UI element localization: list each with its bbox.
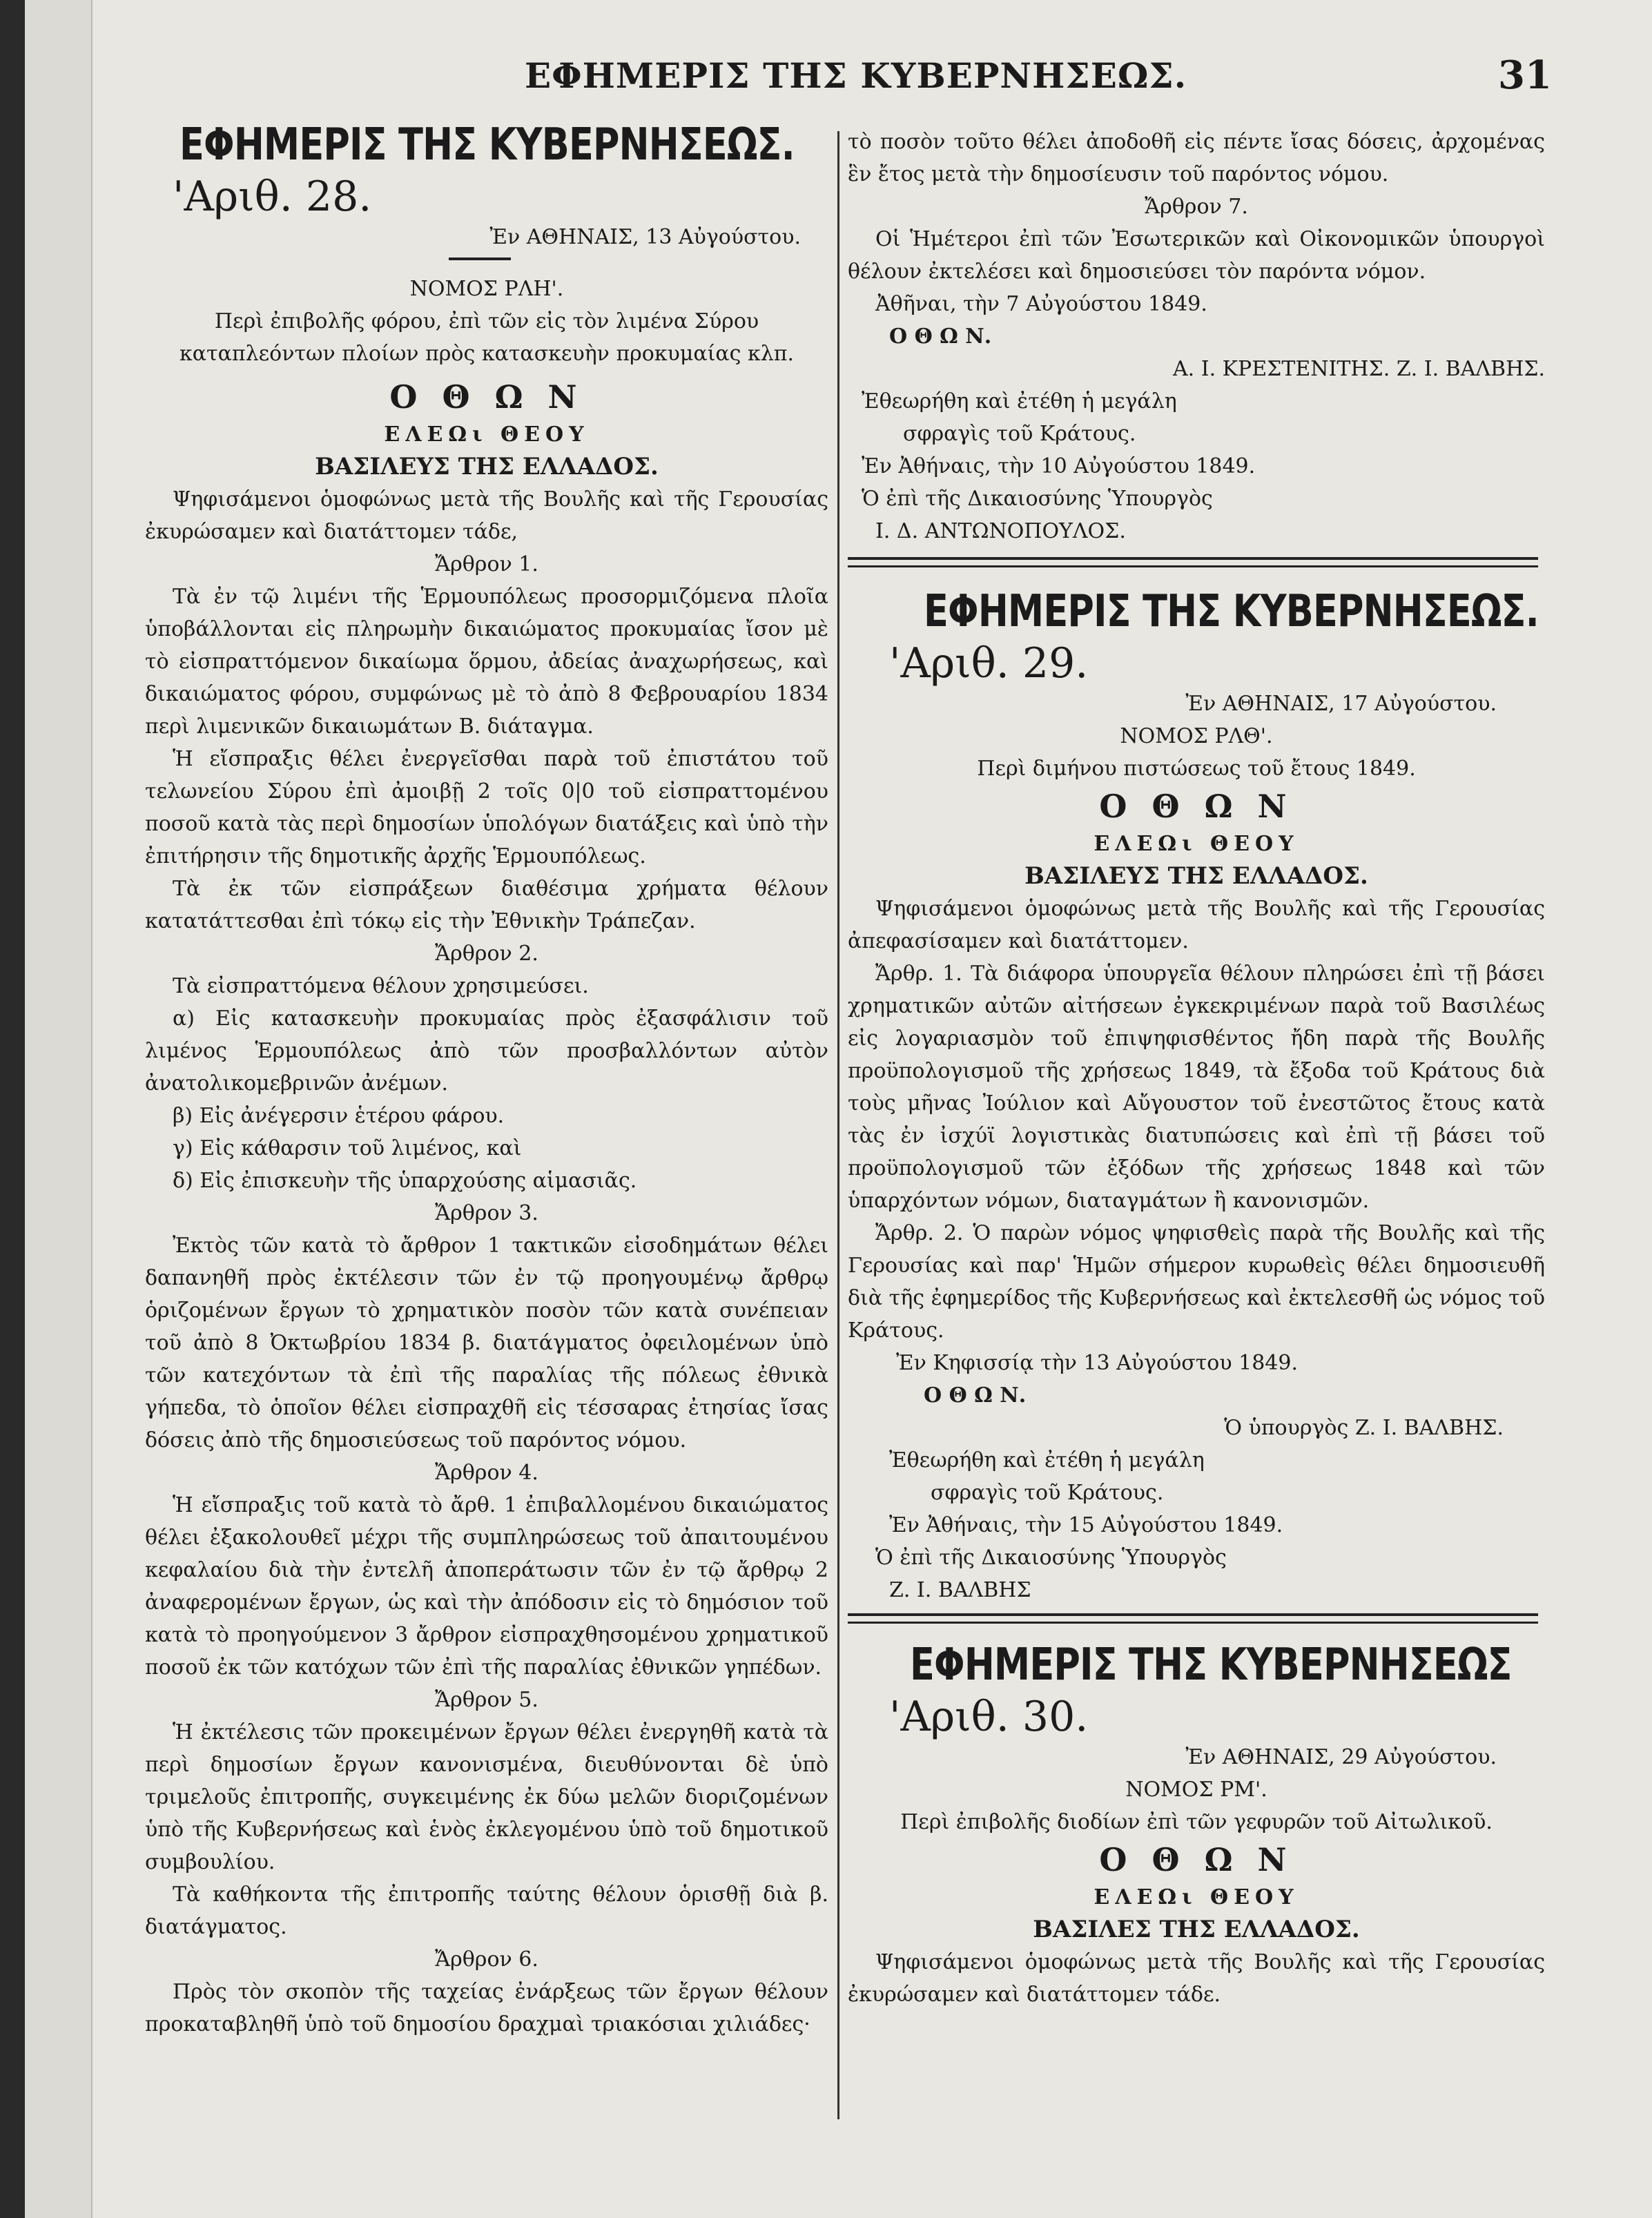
masthead-30: ΕΦΗΜΕΡΙΣ ΤΗΣ ΚΥΒΕΡΝΗΣΕΩΣ: [910, 1640, 1512, 1691]
article-item: α) Εἰς κατασκευὴν προκυμαίας πρὸς ἐξασφάλισιν τοῦ λιμένος Ἑρμουπόλεως ἀπὸ τῶν προσβαλλόντων αὐτὸν ἀνατολικομεβρινῶν ἀνέμων.: [145, 1006, 828, 1096]
issue-number-30: 'Αριθ. 30.: [889, 1693, 1089, 1741]
grace-of-god-29: ΕΛΕΩι ΘΕΟΥ: [1094, 832, 1299, 856]
seal-date: Ἐν Ἀθήναις, τὴν 15 Αὐγούστου 1849.: [889, 1513, 1283, 1537]
running-title: ΕΦΗΜΕΡΙΣ ΤΗΣ ΚΥΒΕΡΝΗΣΕΩΣ.: [525, 55, 1187, 96]
article-text: Τὰ ἐκ τῶν εἰσπράξεων διαθέσιμα χρήματα θέλουν κατατάττεσθαι ἐπὶ τόκῳ εἰς τὴν Ἐθνικὴν Τράπεζαν.: [145, 877, 828, 933]
justice-minister: Ὁ ἐπὶ τῆς Δικαιοσύνης Ὑπουργὸς: [862, 487, 1213, 511]
right-column: [848, 126, 1545, 2011]
article-text: Ἄρθρ. 2. Ὁ παρὼν νόμος ψηφισθεὶς παρὰ τῆς Βουλῆς καὶ τῆς Γερουσίας καὶ παρ' Ἡμῶν σήμερον κυρωθεὶς θέλει δημοσιευθῆ διὰ τῆς ἐφημερίδος τῆς Κυβερνήσεως καὶ ἐκτελεσθῆ ὡς νόμος τοῦ Κράτους.: [848, 1221, 1545, 1343]
king-title-30: ΒΑΣΙΛΕΣ ΤΗΣ ΕΛΛΑΔΟΣ.: [1033, 1916, 1360, 1943]
article-text: Ἡ ἐκτέλεσις τῶν προκειμένων ἔργων θέλει ἐνεργηθῆ κατὰ τὰ περὶ δημοσίων ἔργων κανονισμένα, διευθύνονται δὲ ὑπὸ τριμελοῦς ἐπιτροπῆς, συγκειμένης ἐκ δύω μελῶν διοριζομένων ὑπὸ τῆς Κυβερνήσεως καὶ ἑνὸς ἐκλεγομένου ὑπὸ τοῦ δημοτικοῦ συμβουλίου.: [145, 1720, 828, 1874]
law-title-29: ΝΟΜΟΣ ΡΛΘ'.: [1120, 724, 1273, 748]
article-text: Τὰ ἐν τῷ λιμένι τῆς Ἑρμουπόλεως προσορμιζόμενα πλοῖα ὑποβάλλονται εἰς πληρωμὴν δικαιώματος προκυμαίας ἴσον μὲ τὸ εἰσπραττόμενον δικαίωμα ὅρμου, ἀδείας ἀναχωρήσεως, καὶ δικαιώματος φόρου, συμφώνως μὲ τὸ ἀπὸ 8 Φεβρουαρίου 1834 περὶ λιμενικῶν δικαιωμάτων Β. διάταγμα.: [145, 585, 828, 739]
masthead-29: ΕΦΗΜΕΡΙΣ ΤΗΣ ΚΥΒΕΡΝΗΣΕΩΣ.: [924, 586, 1539, 637]
king-title-29: ΒΑΣΙΛΕΥΣ ΤΗΣ ΕΛΛΑΔΟΣ.: [1024, 862, 1368, 890]
preamble-30: Ψηφισάμενοι ὁμοφώνως μετὰ τῆς Βουλῆς καὶ τῆς Γερουσίας ἐκυρώσαμεν καὶ διατάττομεν τάδε.: [848, 1950, 1545, 2007]
article-text: Ἄρθρ. 1. Τὰ διάφορα ὑπουργεῖα θέλουν πληρώσει ἐπὶ τῇ βάσει χρηματικῶν αὐτῶν αἰτήσεων ἐγκεκριμένων παρὰ τοῦ Βασιλέως εἰς λογαριασμὸν τοῦ ἐπιψηφισθέντος ἤδη παρὰ τῆς Βουλῆς προϋπολογισμοῦ τῆς χρήσεως 1849, τὰ ἔξοδα τοῦ Κράτους διὰ τοὺς μῆνας Ἰούλιον καὶ Αὔγουστον τοῦ ἐνεστῶτος ἔτους κατὰ τὰς ἐν ἰσχύϊ λογιστικὰς διατυπώσεις καὶ ἐπὶ τῇ βάσει τοῦ προϋπολογισμοῦ τῶν ἐξόδων τῆς χρήσεως 1848 καὶ τῶν ὑπαρχόντων νόμων, διαταγμάτων ἢ κανονισμῶν.: [848, 962, 1545, 1213]
article-heading: Ἄρθρον 5.: [435, 1688, 538, 1712]
article-heading: Ἄρθρον 2.: [435, 942, 538, 966]
article-text: Τὰ καθήκοντα τῆς ἐπιτροπῆς ταύτης θέλουν ὁρισθῇ διὰ β. διατάγματος.: [145, 1883, 828, 1939]
divider-rule: [449, 257, 511, 260]
king-name-30: Ο Θ Ω Ν: [1099, 1841, 1294, 1878]
dateline-30: Ἐν ΑΘΗΝΑΙΣ, 29 Αὐγούστου.: [1185, 1745, 1497, 1769]
minister-signatures: Α. Ι. ΚΡΕΣΤΕΝΙΤΗΣ. Ζ. Ι. ΒΑΛΒΗΣ.: [1172, 357, 1545, 381]
article-text: Ἡ εἴσπραξις θέλει ἐνεργεῖσθαι παρὰ τοῦ ἐπιστάτου τοῦ τελωνείου Σύρου ἐπὶ ἀμοιβῇ 2 τοῖς 0|0 τοῦ εἰσπραττομένου ποσοῦ κατὰ τὰς περὶ δημοσίων ὑπολόγων διατάξεις καὶ ὑπὸ τὴν ἐπιτήρησιν τῆς δημοτικῆς ἀρχῆς Ἑρμουπόλεως.: [145, 747, 828, 868]
section-rule: [848, 557, 1538, 567]
article-heading: Ἄρθρον 3.: [435, 1201, 538, 1225]
issue-number-29: 'Αριθ. 29.: [889, 639, 1089, 688]
king-name-28: Ο Θ Ω Ν: [389, 378, 584, 416]
article-heading: Ἄρθρον 4.: [435, 1461, 538, 1485]
preamble-29: Ψηφισάμενοι ὁμοφώνως μετὰ τῆς Βουλῆς καὶ τῆς Γερουσίας ἀπεφασίσαμεν καὶ διατάττομεν.: [848, 897, 1545, 953]
dateline-28: Ἐν ΑΘΗΝΑΙΣ, 13 Αὐγούστου.: [489, 225, 801, 249]
article-text: Ἡ εἴσπραξις τοῦ κατὰ τὸ ἄρθ. 1 ἐπιβαλλομένου δικαιώματος θέλει ἐξακολουθεῖ μέχρι τῆς συμπληρώσεως τοῦ ἀπαιτουμένου κεφαλαίου διὰ τὴν ἐντελῆ ἀποπεράτωσιν τῶν ἐν τῷ ἄρθρῳ 2 ἀναφερομένων ἔργων, ὡς καὶ τὴν ἀπόδοσιν εἰς τὸ δημόσιον τοῦ κατὰ τὸ προηγούμενον 3 ἄρθρον εἰσπραχθησομένου χρηματικοῦ ποσοῦ ἐκ τῶν κατόχων τῶν ἐπὶ τῆς παραλίας ἐθνικῶν γηπέδων.: [145, 1493, 828, 1680]
article-heading: Ἄρθρον 1.: [435, 552, 538, 576]
grace-of-god-30: ΕΛΕΩι ΘΕΟΥ: [1094, 1885, 1299, 1909]
justice-minister-name: Ζ. Ι. ΒΑΛΒΗΣ: [889, 1578, 1031, 1602]
scanner-gutter: [0, 0, 25, 2218]
law-subject-29: Περὶ διμήνου πιστώσεως τοῦ ἔτους 1849.: [977, 757, 1416, 781]
royal-signature: Ο Θ Ω Ν.: [889, 324, 992, 349]
adjacent-page-edge: [25, 0, 93, 2218]
seal-note: σφραγὶς τοῦ Κράτους.: [903, 422, 1136, 446]
article-heading: Ἄρθρον 6.: [435, 1947, 538, 1972]
article-item: γ) Εἰς κάθαρσιν τοῦ λιμένος, καὶ: [173, 1136, 522, 1160]
section-rule: [848, 1613, 1538, 1624]
article-heading: Ἄρθρον 7.: [1145, 195, 1248, 219]
grace-of-god-28: ΕΛΕΩι ΘΕΟΥ: [384, 422, 590, 447]
article-item: δ) Εἰς ἐπισκευὴν τῆς ὑπαρχούσης αἱμασιᾶς.: [173, 1169, 637, 1193]
law-title-30: ΝΟΜΟΣ ΡΜ'.: [1125, 1778, 1267, 1802]
signing-date: Ἀθῆναι, τὴν 7 Αὐγούστου 1849.: [875, 292, 1207, 316]
seal-note: σφραγὶς τοῦ Κράτους.: [931, 1481, 1164, 1505]
masthead-28: ΕΦΗΜΕΡΙΣ ΤΗΣ ΚΥΒΕΡΝΗΣΕΩΣ.: [179, 119, 795, 171]
minister-signature: Ὁ ὑπουργὸς Ζ. Ι. ΒΑΛΒΗΣ.: [1224, 1416, 1504, 1440]
article-text: Τὰ εἰσπραττόμενα θέλουν χρησιμεύσει.: [173, 974, 589, 998]
seal-date: Ἐν Ἀθήναις, τὴν 10 Αὐγούστου 1849.: [862, 454, 1256, 478]
law-subject-30: Περὶ ἐπιβολῆς διοδίων ἐπὶ τῶν γεφυρῶν τοῦ Αἰτωλικοῦ.: [900, 1810, 1493, 1834]
article-text: Πρὸς τὸν σκοπὸν τῆς ταχείας ἐνάρξεως τῶν ἔργων θέλουν προκαταβληθῆ ὑπὸ τοῦ δημοσίου δραχμαὶ τριακόσιαι χιλιάδες·: [145, 1980, 828, 2036]
king-name-29: Ο Θ Ω Ν: [1099, 788, 1294, 825]
left-column: [145, 117, 828, 2041]
issue-number-28: 'Αριθ. 28.: [173, 173, 372, 221]
preamble-28: Ψηφισάμενοι ὁμοφώνως μετὰ τῆς Βουλῆς καὶ τῆς Γερουσίας ἐκυρώσαμεν καὶ διατάττομεν τάδε,: [145, 487, 828, 544]
seal-note: Ἐθεωρήθη καὶ ἐτέθη ἡ μεγάλη: [862, 389, 1177, 414]
law-title-28: ΝΟΜΟΣ ΡΛΗ'.: [409, 277, 564, 301]
page-number: 31: [1498, 52, 1552, 98]
column-divider: [837, 131, 839, 2119]
article-item: β) Εἰς ἀνέγερσιν ἑτέρου φάρου.: [173, 1104, 505, 1128]
king-title-28: ΒΑΣΙΛΕΥΣ ΤΗΣ ΕΛΛΑΔΟΣ.: [315, 453, 659, 480]
article-text: Οἱ Ἡμέτεροι ἐπὶ τῶν Ἐσωτερικῶν καὶ Οἰκονομικῶν ὑπουργοὶ θέλουν ἐκτελέσει καὶ δημοσιεύσει τὸν παρόντα νόμον.: [848, 227, 1545, 284]
justice-minister: Ὁ ἐπὶ τῆς Δικαιοσύνης Ὑπουργὸς: [875, 1546, 1227, 1570]
law-subject-28: Περὶ ἐπιβολῆς φόρου, ἐπὶ τῶν εἰς τὸν λιμένα Σύρου καταπλεόντων πλοίων πρὸς κατασκευὴν προκυμαίας κλπ.: [179, 309, 794, 366]
seal-note: Ἐθεωρήθη καὶ ἐτέθη ἡ μεγάλη: [889, 1448, 1205, 1472]
dateline-29: Ἐν ΑΘΗΝΑΙΣ, 17 Αὐγούστου.: [1185, 692, 1497, 716]
royal-signature: Ο Θ Ω Ν.: [924, 1383, 1027, 1408]
article-text: Ἐκτὸς τῶν κατὰ τὸ ἄρθρον 1 τακτικῶν εἰσοδημάτων θέλει δαπανηθῆ πρὸς ἐκτέλεσιν τῶν ἐν τῷ προηγουμένῳ ἄρθρῳ ὁριζομένων ἔργων τὸ χρηματικὸν ποσὸν τῶν κατὰ συνέπειαν τοῦ ἀπὸ 8 Ὀκτωβρίου 1834 β. διατάγματος ὀφειλομένων ὑπὸ τῶν κατεχόντων τὰ ἐπὶ τῆς παραλίας τῆς πόλεως ἐθνικὰ γήπεδα, τὸ ὁποῖον θέλει εἰσπραχθῆ εἰς τέσσαρας ἐτησίας ἴσας δόσεις ἀπὸ τῆς δημοσιεύσεως τοῦ παρόντος νόμου.: [145, 1234, 828, 1452]
continued-text: τὸ ποσὸν τοῦτο θέλει ἀποδοθῆ εἰς πέντε ἴσας δόσεις, ἀρχομένας ἓν ἔτος μετὰ τὴν δημοσίευσιν τοῦ παρόντος νόμου.: [848, 130, 1545, 186]
signing-date: Ἐν Κηφισσίᾳ τὴν 13 Αὐγούστου 1849.: [896, 1351, 1299, 1375]
justice-minister-name: Ι. Δ. ΑΝΤΩΝΟΠΟΥΛΟΣ.: [875, 519, 1126, 543]
